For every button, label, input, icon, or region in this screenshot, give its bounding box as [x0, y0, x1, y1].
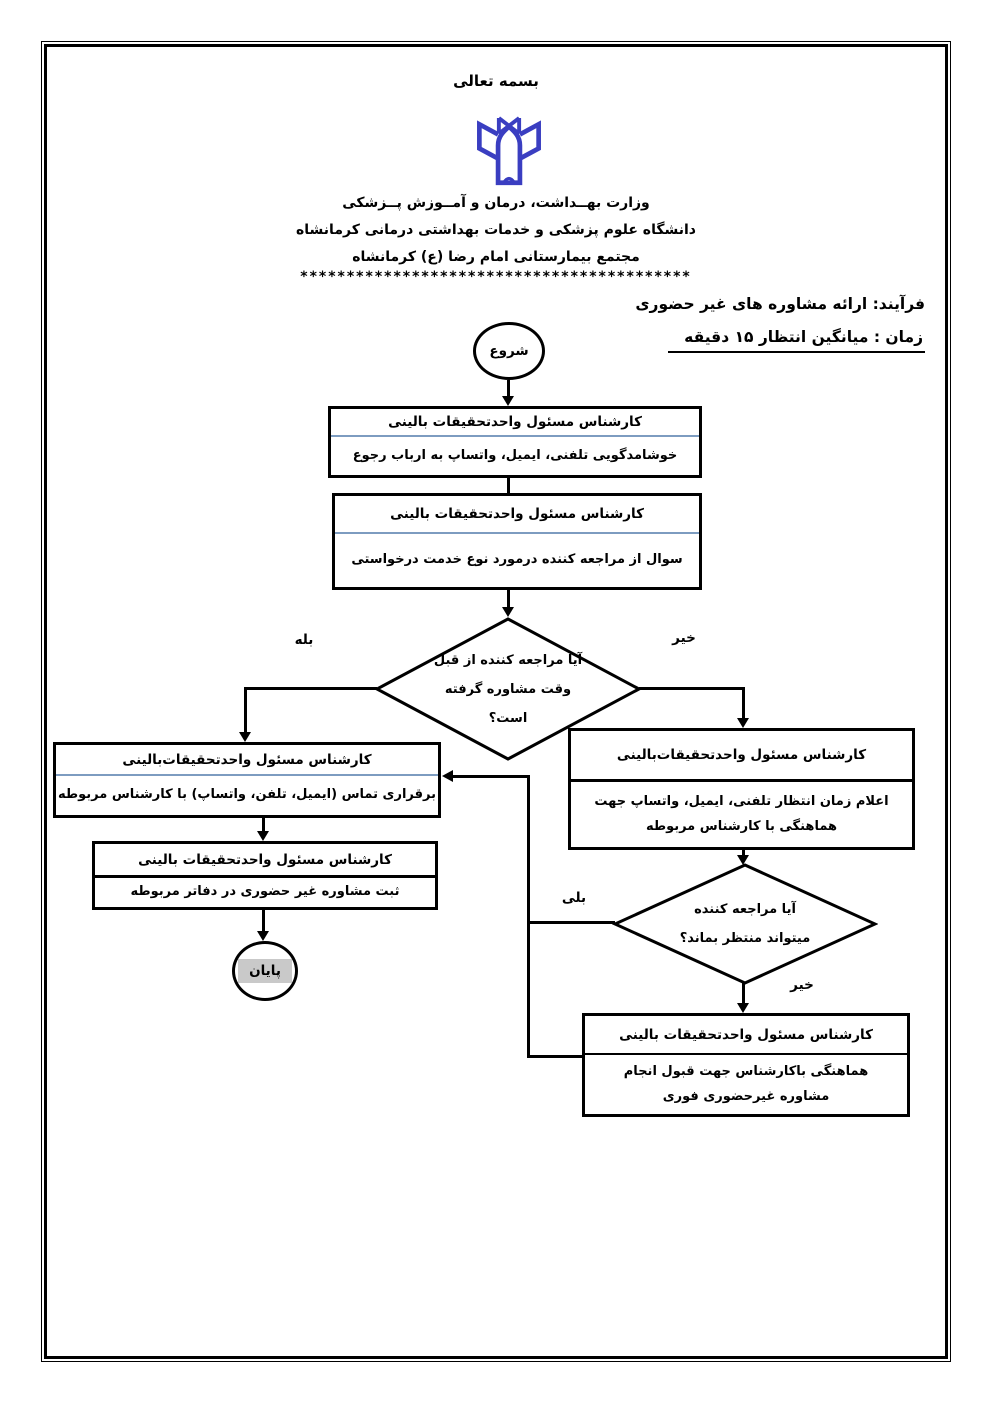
decision-can-wait: [612, 862, 878, 986]
start-node: [473, 322, 545, 380]
box-role-header: کارشناس مسئول واحدتحقیقات بالینی: [388, 414, 642, 430]
branch-label-no: خیر: [790, 977, 814, 993]
connector-feedback-vertical: [527, 775, 530, 1057]
process-time: زمان : میانگین انتظار ۱۵ دقیقه: [668, 328, 925, 353]
arrowhead-contact-right: [442, 770, 453, 782]
box-role-header: کارشناس مسئول واحدتحقیقات‌بالینی: [616, 747, 867, 763]
decision-line: آیا مراجعه کننده: [694, 902, 796, 917]
decision-text: [612, 862, 878, 986]
connector-yes1-horizontal: [244, 687, 377, 690]
branch-label-yes: بلی: [561, 890, 587, 906]
arrowhead-welcome: [502, 396, 514, 406]
box-action-text: اعلام زمان انتظار تلفنی، ایمیل، واتساپ جهت هماهنگی با کارشناس مربوطه: [594, 794, 889, 834]
connector-start-welcome: [507, 380, 510, 397]
hospital-line: مجتمع بیمارستانی امام رضا (ع) کرمانشاه: [352, 249, 640, 265]
connector-yes2-horizontal: [527, 921, 615, 924]
ministry-line: وزارت بهــداشت، درمان و آمــوزش پــزشکی: [342, 195, 650, 211]
process-box-ask-service: [332, 493, 702, 590]
arrowhead-register: [257, 831, 269, 841]
connector-no2-vertical: [742, 983, 745, 1004]
box-action-text: سوال از مراجعه کننده درمورد نوع خدمت درخواستی: [351, 552, 683, 568]
connector-urgent-feedback: [527, 1055, 584, 1058]
bismillah-text: بسمه تعالی: [453, 72, 539, 90]
decision-line: وقت مشاوره گرفته: [444, 681, 572, 697]
connector-register-end: [262, 910, 265, 932]
connector-contact-register: [262, 818, 265, 832]
box-role-header: کارشناس مسئول واحدتحقیقات‌بالینی: [122, 751, 372, 768]
connector-welcome-ask: [507, 478, 510, 493]
branch-label-no: خیر: [672, 630, 696, 646]
decision-line: میتواند منتظر بماند؟: [679, 931, 811, 946]
start-label: شروع: [489, 343, 529, 359]
university-line: دانشگاه علوم پزشکی و خدمات بهداشتی درمانی کرمانشاه: [296, 222, 696, 238]
box-action-text: خوشامدگویی تلفنی، ایمیل، واتساپ به ارباب رجوع: [352, 447, 678, 463]
asterisk-separator: ******************************************: [300, 269, 692, 285]
university-logo-icon: [470, 112, 548, 188]
process-box-welcome: [328, 406, 702, 478]
connector-no1-horizontal: [639, 687, 745, 690]
process-title: فرآیند: ارائه مشاوره های غیر حضوری: [635, 295, 925, 313]
box-role-header: کارشناس مسئول واحدتحقیقات بالینی: [138, 851, 392, 868]
arrowhead-urgent: [737, 1003, 749, 1013]
decision-line: است؟: [488, 710, 528, 726]
process-box-register: [92, 841, 438, 910]
box-action-text: ثبت مشاوره غیر حضوری در دفاتر مربوطه: [130, 884, 400, 900]
arrowhead-end: [257, 931, 269, 941]
process-box-announce-wait: [568, 728, 915, 850]
box-role-header: کارشناس مسئول واحدتحقیقات بالینی: [390, 506, 644, 522]
organization-lines: [0, 190, 992, 271]
decision-line: آیا مراجعه کننده از قبل: [433, 652, 583, 668]
arrowhead-announce: [737, 718, 749, 728]
box-role-header: کارشناس مسئول واحدتحقیقات بالینی: [619, 1026, 873, 1043]
end-label: پایان: [238, 959, 292, 983]
process-box-contact: [53, 742, 441, 818]
connector-feedback-into-contact: [453, 775, 530, 778]
connector-yes1-vertical: [244, 687, 247, 734]
process-box-coordinate-urgent: [582, 1013, 910, 1117]
branch-label-yes: بله: [294, 632, 314, 648]
connector-ask-decision1: [507, 590, 510, 608]
arrowhead-contact: [239, 732, 251, 742]
end-node: [232, 941, 298, 1001]
box-action-text: هماهنگی باکارشناس جهت قبول انجام مشاوره غیرحضوری فوری: [623, 1064, 869, 1104]
connector-no1-vertical: [742, 687, 745, 721]
box-action-text: برقراری تماس (ایمیل، تلفن، واتساپ) با کارشناس مربوطه: [58, 787, 436, 803]
